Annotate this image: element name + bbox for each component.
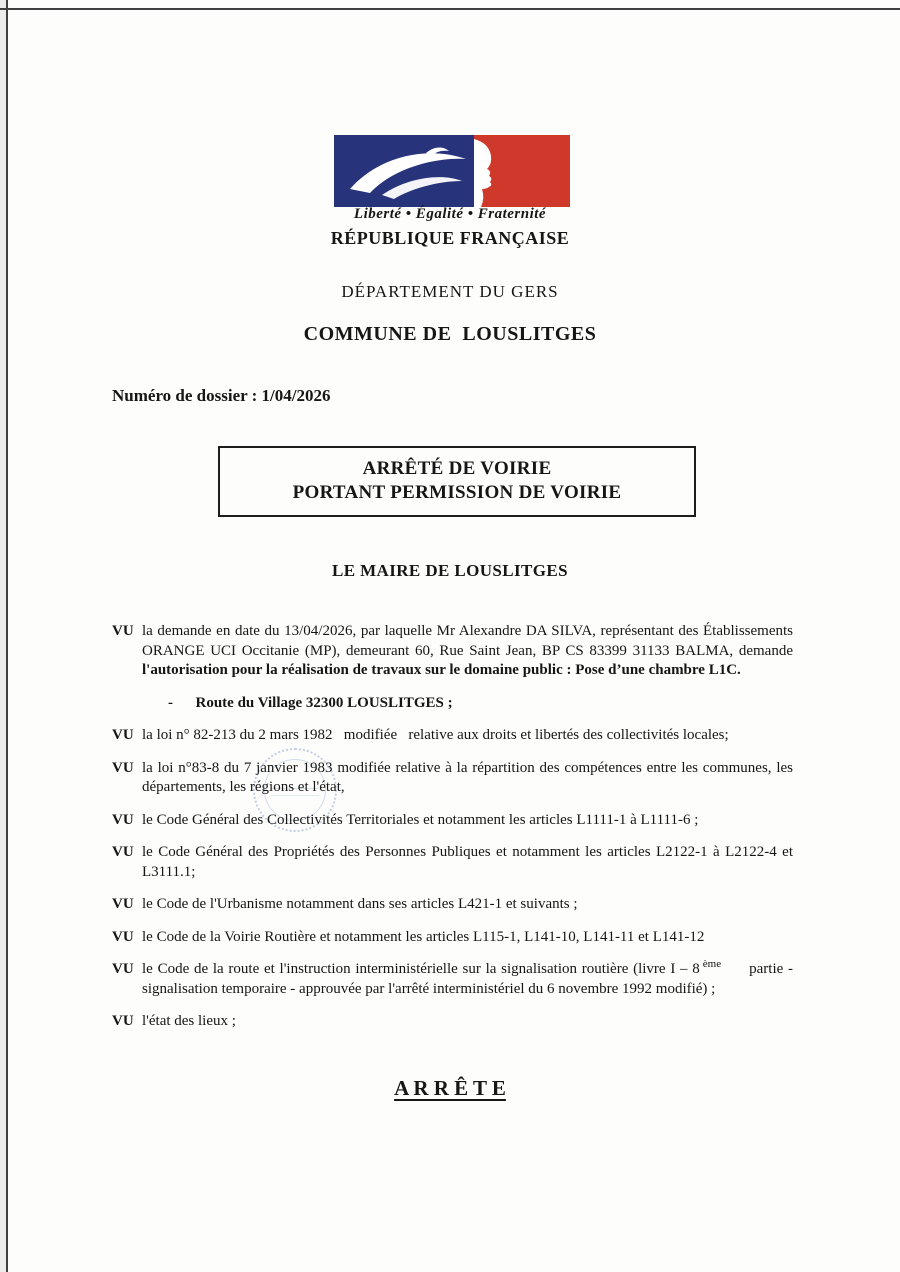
vu-segment: la demande en date du 13/04/2026, par laquelle Mr Alexandre DA SILVA, représentant des Établissements ORANGE UCI Occitanie (MP), demeurant 60, Rue Saint Jean, BP CS 83399 31133 BALMA, demande xyxy=(142,623,793,659)
vu-label: VU xyxy=(112,1013,134,1029)
vu-label: VU xyxy=(112,759,134,776)
vu-label: VU xyxy=(112,928,134,945)
vu-text xyxy=(142,895,793,915)
vu-item xyxy=(112,843,793,882)
vu-segment: la loi n° 82-213 du 2 mars 1982 modifiée relative aux droits et libertés des collectivités locales; xyxy=(142,727,729,743)
vu-text xyxy=(142,726,793,746)
vu-label: VU xyxy=(112,844,134,860)
title-line-2: PORTANT PERMISSION DE VOIRIE xyxy=(292,482,622,503)
vu-label: VU xyxy=(112,727,134,743)
arrete-heading: A R R Ê T E xyxy=(394,1076,506,1100)
republic-title: RÉPUBLIQUE FRANÇAISE xyxy=(330,228,570,248)
scan-edge-top xyxy=(0,8,900,10)
vu-item xyxy=(112,622,793,681)
vu-label: VU xyxy=(112,811,134,828)
vu-segment: le Code de l'Urbanisme notamment dans ses articles L421-1 et suivants ; xyxy=(142,896,578,912)
vu-subitem xyxy=(112,694,793,714)
vu-segment: - Route du Village 32300 LOUSLITGES ; xyxy=(168,694,453,711)
vu-item xyxy=(112,759,793,798)
vu-item xyxy=(112,895,793,915)
motto: Liberté • Égalité • Fraternité xyxy=(353,206,547,222)
vu-segment: ème xyxy=(702,958,722,970)
vu-label: VU xyxy=(112,896,134,912)
vu-list xyxy=(112,622,793,1045)
vu-segment: le Code de la Voirie Routière et notamment les articles L115-1, L141-10, L141-11 et L141-12 xyxy=(142,928,705,945)
vu-label: VU xyxy=(112,623,134,639)
vu-segment: le Code de la route et l'instruction interministérielle sur la signalisation routière (livre I – 8 xyxy=(142,961,700,977)
vu-segment: le Code Général des Propriétés des Personnes Publiques et notamment les articles L2122-1 à L2122-4 et L3111.1; xyxy=(142,844,793,880)
vu-text xyxy=(142,960,793,999)
logo-blue-panel xyxy=(334,135,474,207)
republique-francaise-logo xyxy=(334,135,570,207)
vu-text xyxy=(142,694,793,714)
vu-label: VU xyxy=(112,961,134,977)
vu-text xyxy=(142,811,793,831)
vu-text xyxy=(142,1012,793,1032)
vu-segment: la loi n°83-8 du 7 janvier 1983 modifiée relative à la répartition des compétences entre les communes, les départements, les régions et l'état, xyxy=(142,759,793,795)
title-line-1: ARRÊTÉ DE VOIRIE xyxy=(362,458,552,479)
vu-item xyxy=(112,928,793,948)
vu-label xyxy=(112,694,142,714)
vu-text xyxy=(142,622,793,681)
vu-item xyxy=(112,1012,793,1032)
title-box xyxy=(218,446,696,517)
vu-text xyxy=(142,759,793,798)
department-title: DÉPARTEMENT DU GERS xyxy=(341,282,559,301)
vu-segment: l'état des lieux ; xyxy=(142,1013,236,1029)
vu-item xyxy=(112,811,793,831)
vu-text xyxy=(142,843,793,882)
commune-title: COMMUNE DE LOUSLITGES xyxy=(303,323,597,345)
marianne-flag-graphic xyxy=(334,135,570,207)
vu-item xyxy=(112,960,793,999)
vu-segment: le Code Général des Collectivités Territoriales et notamment les articles L1111-1 à L1111-6 ; xyxy=(142,811,699,828)
dossier-number: Numéro de dossier : 1/04/2026 xyxy=(112,386,331,405)
vu-item xyxy=(112,726,793,746)
vu-text xyxy=(142,928,793,948)
vu-segment: partie - signalisation temporaire - approuvée par l'arrêté interministériel du 6 novembre 1992 modifié) ; xyxy=(142,961,794,997)
vu-segment: l'autorisation pour la réalisation de travaux sur le domaine public : Pose d’une chambre L1C. xyxy=(142,662,741,678)
maire-heading: LE MAIRE DE LOUSLITGES xyxy=(331,561,568,580)
